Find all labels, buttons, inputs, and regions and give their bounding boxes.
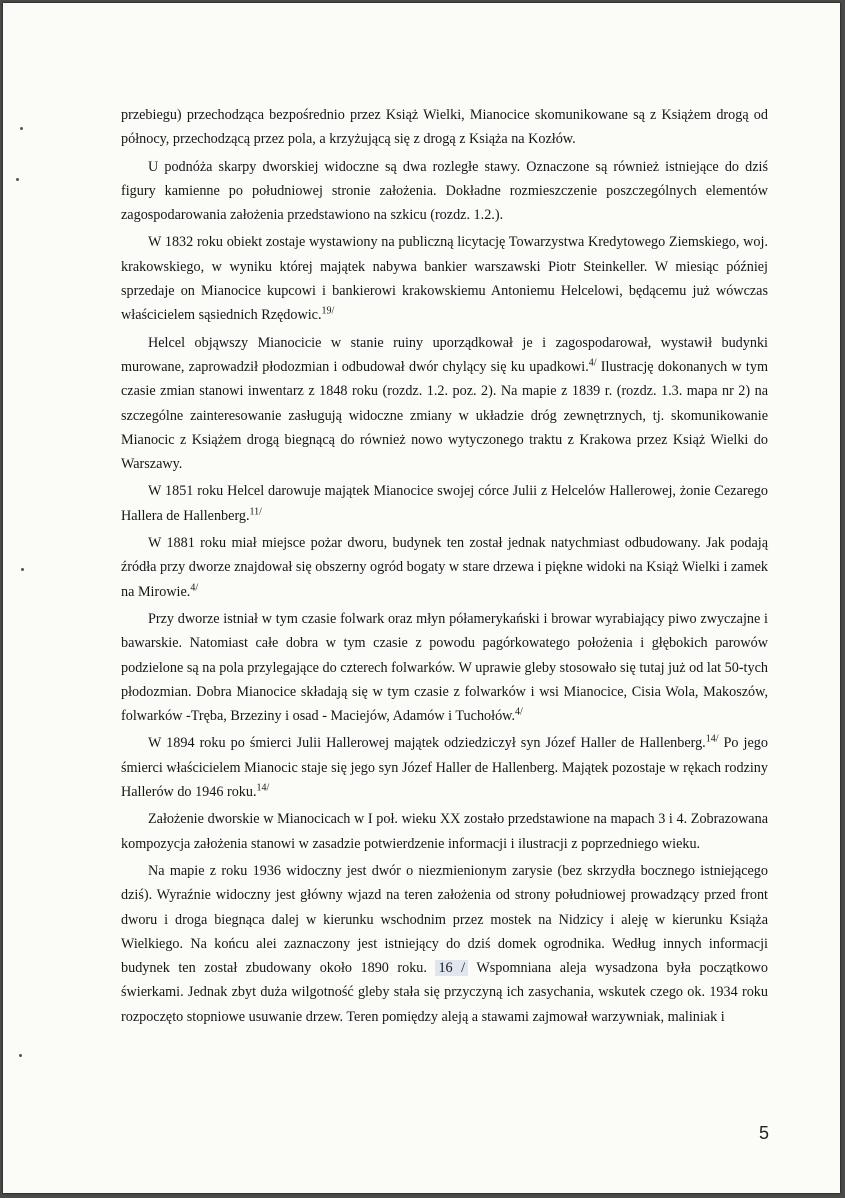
body-text [121,103,768,1032]
margin-mark [19,1054,22,1057]
paragraph-text: W 1832 roku obiekt zostaje wystawiony na publiczną licytację Towarzystwa Kredytowego Ziemskiego, woj. krakowskiego, w wyniku której majątek nabywa bankier warszawski Piotr Steinkeller. W miesiąc później sprzedaje on Mianocice kupcowi i bankierowi krakowskiemu Antoniemu Helcelowi, będącemu już wówczas właścicielem sąsiednich Rzędowic. [121,234,768,324]
paragraph [121,479,768,528]
footnote-reference: 14/ [705,733,719,745]
footnote-reference: 4/ [190,581,199,593]
footnote-reference: 14/ [256,782,270,794]
page-number: 5 [759,1123,770,1143]
footnote-reference: 4/ [515,706,523,718]
paragraph [121,807,768,856]
margin-mark [16,178,19,181]
paragraph [121,731,768,804]
footnote-reference: 4/ [588,357,597,369]
paragraph [121,230,768,327]
paragraph-text: Na mapie z roku 1936 widoczny jest dwór o niezmienionym zarysie (bez skrzydła bocznego istniejącego dziś). Wyraźnie widoczny jest główny wjazd na teren założenia od strony południowej prowadzący przed front dworu i droga biegnąca dalej w kierunku wschodnim przez mostek na Nidzicy i aleję w kierunku Książa Wielkiego. Na końcu alei zaznaczony jest istniejący do dziś domek ogrodnika. Według innych informacji budynek ten został zbudowany około 1890 roku. [121,862,768,977]
paragraph [121,607,768,728]
paragraph-text: W 1851 roku Helcel darowuje majątek Mianocice swojej córce Julii z Helcelów Hallerowej, żonie Cezarego Hallera de Hallenberg. [121,483,768,524]
document-page [3,3,840,1193]
paragraph-text: U podnóża skarpy dworskiej widoczne są dwa rozległe stawy. Oznaczone są również istniejące do dziś figury kamienne po południowej stronie założenia. Dokładne rozmieszczenie poszczególnych elementów zagospodarowania założenia przedstawiono na szkicu (rozdz. 1.2.). [121,158,768,224]
paragraph-text: Helcel objąwszy Mianocicie w stanie ruiny uporządkował je i zagospodarował, wystawił budynki murowane, zaprowadził płodozmian i odbudował dwór chylący się ku upadkowi. [121,334,768,375]
paragraph-text: Przy dworze istniał w tym czasie folwark oraz młyn półamerykański i browar wyrabiający piwo zwyczajne i bawarskie. Natomiast całe dobra w tym czasie z powodu pagórkowatego położenia i głębokich parowów podzielone są na pola przylegające do czterech folwarków. W uprawie gleby stosowało się tutaj już od lat 50-tych płodozmian. Dobra Mianocice składają się w tym czasie z folwarków i wsi Mianocice, Cisia Wola, Makoszów, folwarków -Tręba, Brzeziny i osad - Maciejów, Adamów i Tuchołów. [121,610,768,725]
paragraph [121,155,768,228]
paragraph-text: W 1881 roku miał miejsce pożar dworu, budynek ten został jednak natychmiast odbudowany. Jak podają źródła przy dworze znajdował się obszerny ogród bogaty w stare drzewa i piękne widoki na Książ Wielki i zamek na Mirowie. [121,535,768,600]
footnote-reference: 11/ [249,506,262,518]
paragraph [121,859,768,1029]
paragraph-text: Ilustrację dokonanych w tym czasie zmian stanowi inwentarz z 1848 roku (rozdz. 1.2. poz. 2). Na mapie z 1839 r. (rozdz. 1.3. mapa nr 2) na szczególne zainteresowanie zasługują widoczne zmiany w układzie dróg zewnętrznych, tj. skomunikowanie Mianocic z Książem drogą biegnącą do również nowo wytyczonego traktu z Krakowa przez Książ Wielki do Warszawy. [121,358,768,473]
footnote-reference: 19/ [321,305,335,317]
footnote-reference-highlighted: 16 / [435,960,468,976]
paragraph [121,103,768,152]
margin-mark [20,127,23,130]
paragraph-text: W 1894 roku po śmierci Julii Hallerowej majątek odziedziczył syn Józef Haller de Hallenberg. [148,735,706,752]
paragraph [121,531,768,604]
paragraph-text: przebiegu) przechodząca bezpośrednio przez Książ Wielki, Mianocice skomunikowane są z Książem drogą od północy, przechodzącą przez pola, a krzyżującą się z drogą z Książa na Kozłów. [121,107,768,148]
paragraph [121,331,768,477]
margin-mark [21,568,24,571]
paragraph-text: Po jego śmierci właścicielem Mianocic staje się jego syn Józef Haller de Hallenberg. Majątek pozostaje w rękach rodziny Hallerów do 1946 roku. [121,735,768,801]
paragraph-text: Wspomniana aleja wysadzona była początkowo świerkami. Jednak zbyt duża wilgotność gleby stała się przyczyną ich zasychania, wskutek czego ok. 1934 roku rozpoczęto stopniowe usuwanie drzew. Teren pomiędzy aleją a stawami zajmował warzywniak, maliniak i [121,960,768,1025]
paragraph-text: Założenie dworskie w Mianocicach w I poł. wieku XX zostało przedstawione na mapach 3 i 4. Zobrazowana kompozycja założenia stanowi w zasadzie potwierdzenie informacji i ilustracji z poprzedniego wieku. [121,811,768,852]
